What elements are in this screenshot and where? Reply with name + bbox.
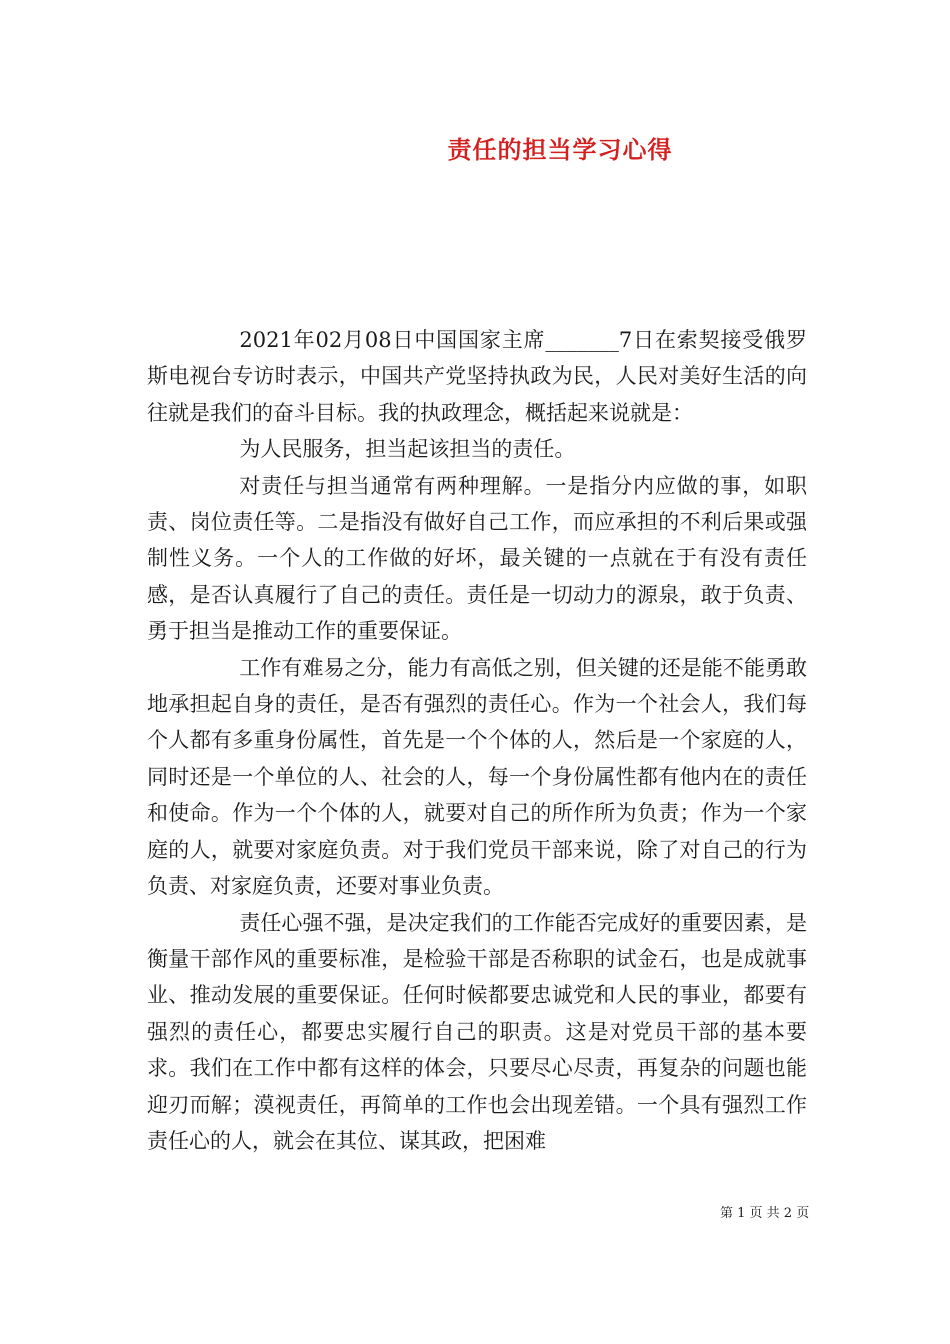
paragraph: 工作有难易之分，能力有高低之别，但关键的还是能不能勇敢地承担起自身的责任，是否有强烈的责任心。作为一个社会人，我们每个人都有多重身份属性，首先是一个个体的人，然后是一个家庭的人，同时还是一个单位的人、社会的人，每一个身份属性都有他内在的责任和使命。作为一个个体的人，就要对自己的所作所为负责；作为一个家庭的人，就要对家庭负责。对于我们党员干部来说，除了对自己的行为负责、对家庭负责，还要对事业负责。 [147, 655, 807, 899]
paragraph: 责任心强不强，是决定我们的工作能否完成好的重要因素，是衡量干部作风的重要标准，是检验干部是否称职的试金石，也是成就事业、推动发展的重要保证。任何时候都要忠诚党和人民的事业，都要有强烈的责任心，都要忠实履行自己的职责。这是对党员干部的基本要求。我们在工作中都有这样的体会，只要尽心尽责，再复杂的问题也能迎刃而解；漠视责任，再简单的工作也会出现差错。一个具有强烈工作责任心的人，就会在其位、谋其政，把困难 [147, 910, 807, 1153]
page-number-footer: 第 1 页 共 2 页 [720, 1206, 810, 1221]
paragraph: 为人民服务，担当起该担当的责任。 [239, 437, 576, 462]
document-body [147, 322, 807, 1159]
document-title: 责任的担当学习心得 [447, 135, 673, 164]
paragraph: 对责任与担当通常有两种理解。一是指分内应做的事，如职责、岗位责任等。二是指没有做好自己工作，而应承担的不利后果或强制性义务。一个人的工作做的好坏，最关键的一点就在于有没有责任感，是否认真履行了自己的责任。责任是一切动力的源泉，敢于负责、勇于担当是推动工作的重要保证。 [147, 473, 807, 644]
paragraph: 2021年02月08日中国国家主席_______7日在索契接受俄罗斯电视台专访时表示，中国共产党坚持执政为民，人民对美好生活的向往就是我们的奋斗目标。我的执政理念，概括起来说就是： [147, 328, 807, 425]
